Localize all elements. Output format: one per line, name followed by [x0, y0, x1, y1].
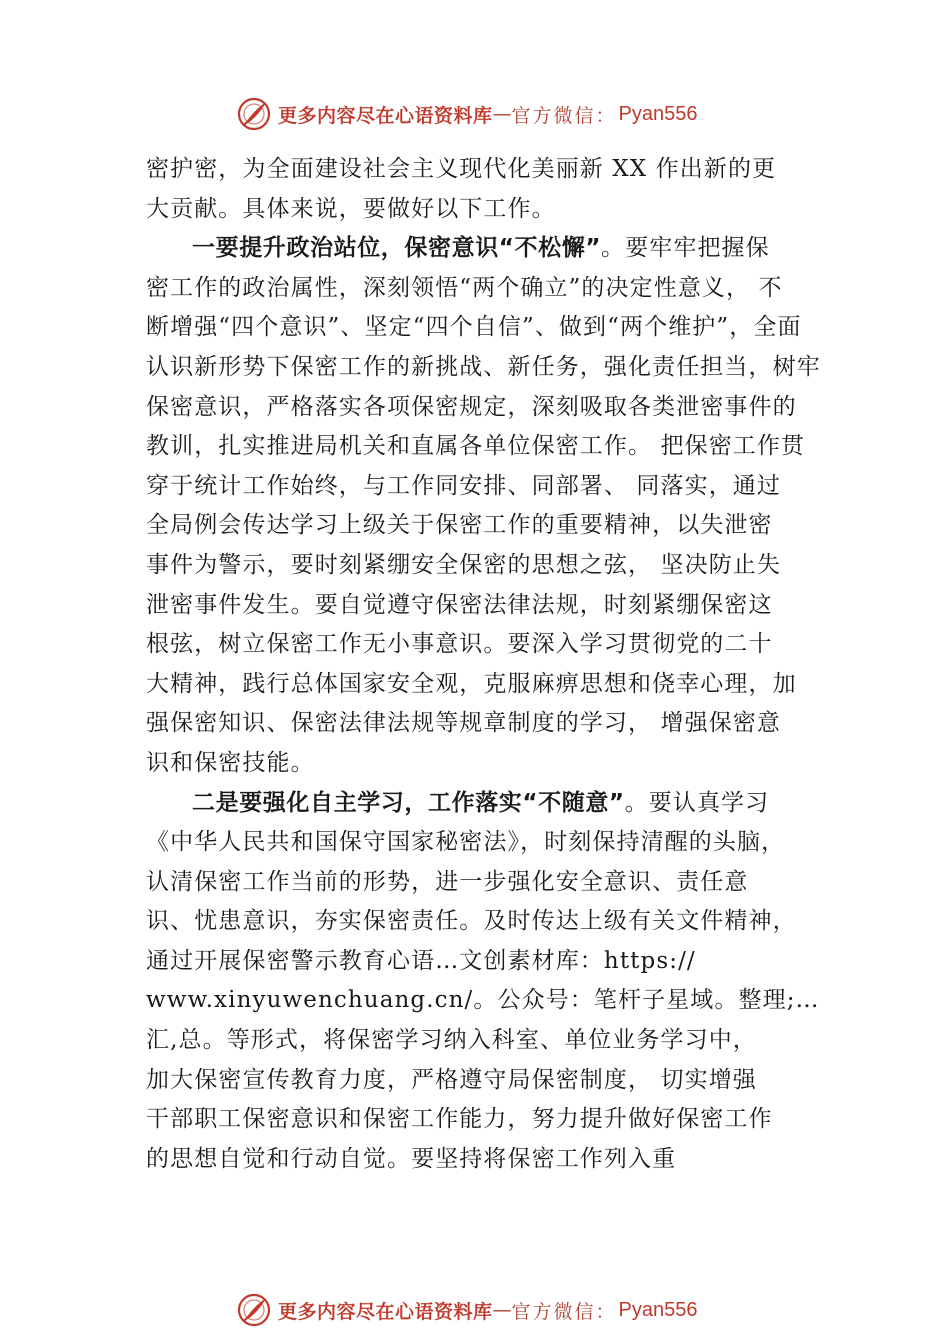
- line-text: 全局例会传达学习上级关于保密工作的重要精神，以失泄密: [146, 512, 773, 539]
- line-text: 根弦，树立保密工作无小事意识。要深入学习贯彻党的二十: [146, 631, 773, 658]
- text-line: [146, 190, 824, 230]
- text-line: [146, 1140, 824, 1180]
- text-line: [146, 308, 824, 348]
- line-text: 穿于统计工作始终，与工作同安排、同部署、 同落实，通过: [146, 472, 782, 499]
- paragraph-heading: 一要提升政治站位，保密意识“不松懈”: [192, 235, 602, 262]
- line-text: 教训，扎实推进局机关和直属各单位保密工作。 把保密工作贯: [146, 433, 806, 460]
- line-text: 大精神，践行总体国家安全观，克服麻痹思想和侥幸心理，加: [146, 670, 797, 697]
- line-text: 认清保密工作当前的形势，进一步强化安全意识、责任意: [146, 868, 749, 895]
- line-text: 通过开展保密警示教育心语…文创素材库：https://: [146, 947, 696, 974]
- banner-separator: —: [492, 1299, 512, 1321]
- line-text: 识和保密技能。: [146, 749, 315, 776]
- text-line: [146, 348, 824, 388]
- text-line: [146, 704, 824, 744]
- paragraph-heading-line: [146, 784, 824, 824]
- header-watermark-banner: [236, 94, 698, 134]
- text-line: [146, 427, 824, 467]
- line-text: 泄密事件发生。要自觉遵守保密法律法规，时刻紧绷保密这: [146, 591, 773, 618]
- text-line: [146, 744, 824, 784]
- banner-title: 更多内容尽在心语资料库: [278, 104, 493, 127]
- text-line: [146, 586, 824, 626]
- line-text: www.xinyuwenchuang.cn/。公众号：笔杆子星域。整理;…: [146, 987, 820, 1014]
- text-line: [146, 863, 824, 903]
- paragraph-heading: 二是要强化自主学习，工作落实“不随意”: [192, 789, 625, 816]
- line-text: 。要牢牢把握保: [601, 235, 770, 262]
- line-text: 加大保密宣传教育力度，严格遵守局保密制度， 切实增强: [146, 1066, 757, 1093]
- banner-subtitle: 官方微信：: [511, 1300, 617, 1323]
- text-line: [146, 1061, 824, 1101]
- quill-logo-icon: [236, 1292, 272, 1328]
- text-line: [146, 981, 824, 1021]
- text-line: [146, 1021, 824, 1061]
- text-line: [146, 902, 824, 942]
- line-text: 识、忧患意识，夯实保密责任。及时传达上级有关文件精神，: [146, 908, 797, 935]
- text-line: [146, 150, 824, 190]
- paragraph-heading-line: [146, 229, 824, 269]
- text-line: [146, 467, 824, 507]
- banner-title: 更多内容尽在心语资料库: [278, 1300, 493, 1323]
- line-text: 强保密知识、保密法律法规等规章制度的学习， 增强保密意: [146, 710, 782, 737]
- banner-wechat-id: Pyan556: [618, 1298, 698, 1321]
- document-body: [146, 150, 824, 1179]
- text-line: [146, 625, 824, 665]
- banner-subtitle: 官方微信：: [511, 104, 617, 127]
- text-line: [146, 1100, 824, 1140]
- text-line: [146, 942, 824, 982]
- banner-wechat-id: Pyan556: [618, 102, 698, 125]
- line-text: 保密意识，严格落实各项保密规定，深刻吸取各类泄密事件的: [146, 393, 797, 420]
- text-line: [146, 506, 824, 546]
- line-text: 断增强“四个意识”、坚定“四个自信”、做到“两个维护”，全面: [146, 314, 802, 341]
- line-text: 干部职工保密意识和保密工作能力，努力提升做好保密工作: [146, 1106, 773, 1133]
- text-line: [146, 546, 824, 586]
- line-text: 汇,总。等形式，将保密学习纳入科室、单位业务学习中，: [146, 1027, 757, 1054]
- footer-watermark-banner: [236, 1290, 698, 1330]
- text-line: [146, 823, 824, 863]
- line-text: 。要认真学习: [624, 789, 770, 816]
- text-line: [146, 269, 824, 309]
- text-line: [146, 665, 824, 705]
- quill-logo-icon: [236, 96, 272, 132]
- line-text: 《中华人民共和国保守国家秘密法》，时刻保持清醒的头脑，: [146, 829, 786, 856]
- line-text: 密护密，为全面建设社会主义现代化美丽新 XX 作出新的更: [146, 156, 777, 182]
- banner-separator: —: [492, 103, 512, 125]
- line-text: 的思想自觉和行动自觉。要坚持将保密工作列入重: [146, 1145, 677, 1172]
- line-text: 大贡献。具体来说，要做好以下工作。: [146, 195, 556, 222]
- line-text: 认识新形势下保密工作的新挑战、新任务，强化责任担当，树牢: [146, 353, 821, 380]
- line-text: 事件为警示，要时刻紧绷安全保密的思想之弦， 坚决防止失: [146, 551, 782, 578]
- line-text: 密工作的政治属性，深刻领悟“两个确立”的决定性意义， 不: [146, 274, 783, 301]
- text-line: [146, 388, 824, 428]
